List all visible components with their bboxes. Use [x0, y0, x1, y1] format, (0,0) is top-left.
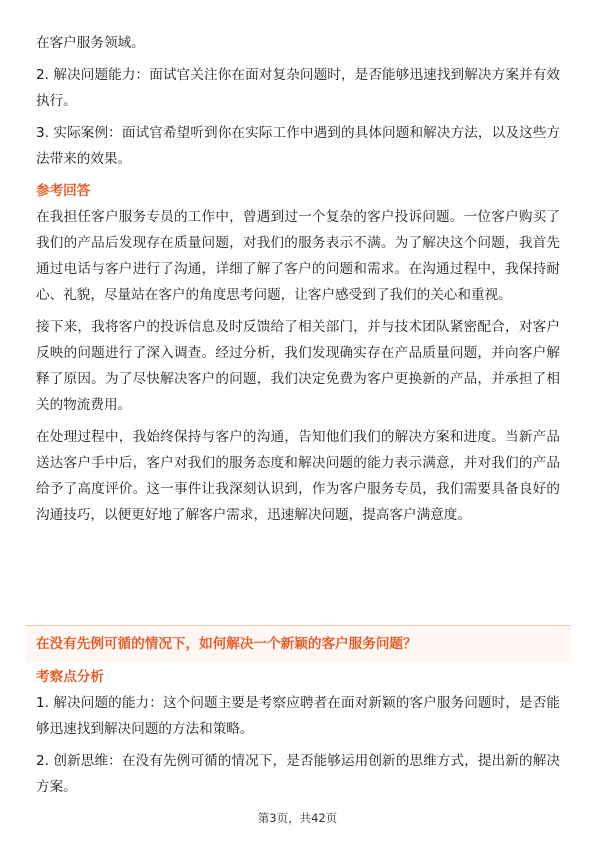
analysis-item-1: 1. 解决问题的能力：这个问题主要是考察应聘者在面对新颖的客户服务问题时，是否能够迅速找到解决问题的方法和策略。	[36, 695, 560, 737]
point-problem-solving: 2. 解决问题能力：面试官关注你在面对复杂问题时，是否能够迅速找到解决方案并有效执行。	[36, 67, 560, 109]
reference-answer-heading: 参考回答	[36, 183, 91, 199]
continued-paragraph: 在客户服务领域。	[36, 35, 145, 51]
reference-paragraph-1: 在我担任客户服务专员的工作中，曾遇到过一个复杂的客户投诉问题。一位客户购买了我们的产品后发现存在质量问题，对我们的服务表示不满。为了解决这个问题，我首先通过电话与客户进行了沟通，详细了解了客户的问题和需求。在沟通过程中，我保持耐心、礼貌，尽量站在客户的角度思考问题，让客户感受到了我们的关心和重视。	[36, 209, 560, 303]
analysis-heading: 考察点分析	[36, 669, 104, 685]
page-number: 第3页，共42页	[257, 811, 338, 825]
analysis-section	[36, 662, 560, 806]
point-real-case: 3. 实际案例：面试官希望听到你在实际工作中遇到的具体问题和解决方法，以及这些方法带来的效果。	[36, 125, 560, 167]
reference-paragraph-2: 接下来，我将客户的投诉信息及时反馈给了相关部门，并与技术团队紧密配合，对客户反映的问题进行了深入调查。经过分析，我们发现确实存在产品质量问题，并向客户解释了原因。为了尽快解决客户的问题，我们决定免费为客户更换新的产品，并承担了相关的物流费用。	[36, 319, 560, 413]
analysis-item-2: 2. 创新思维：在没有先例可循的情况下，是否能够运用创新的思维方式，提出新的解决方案。	[36, 753, 560, 795]
question-title: 在没有先例可循的情况下，如何解决一个新颖的客户服务问题？	[36, 636, 417, 652]
reference-paragraph-3: 在处理过程中，我始终保持与客户的沟通，告知他们我们的解决方案和进度。当新产品送达客户手中后，客户对我们的服务态度和解决问题的能力表示满意，并对我们的产品给予了高度评价。这一事件让我深刻认识到，作为客户服务专员，我们需要具备良好的沟通技巧，以便更好地了解客户需求，迅速解决问题，提高客户满意度。	[36, 429, 560, 523]
page-body	[36, 30, 560, 534]
